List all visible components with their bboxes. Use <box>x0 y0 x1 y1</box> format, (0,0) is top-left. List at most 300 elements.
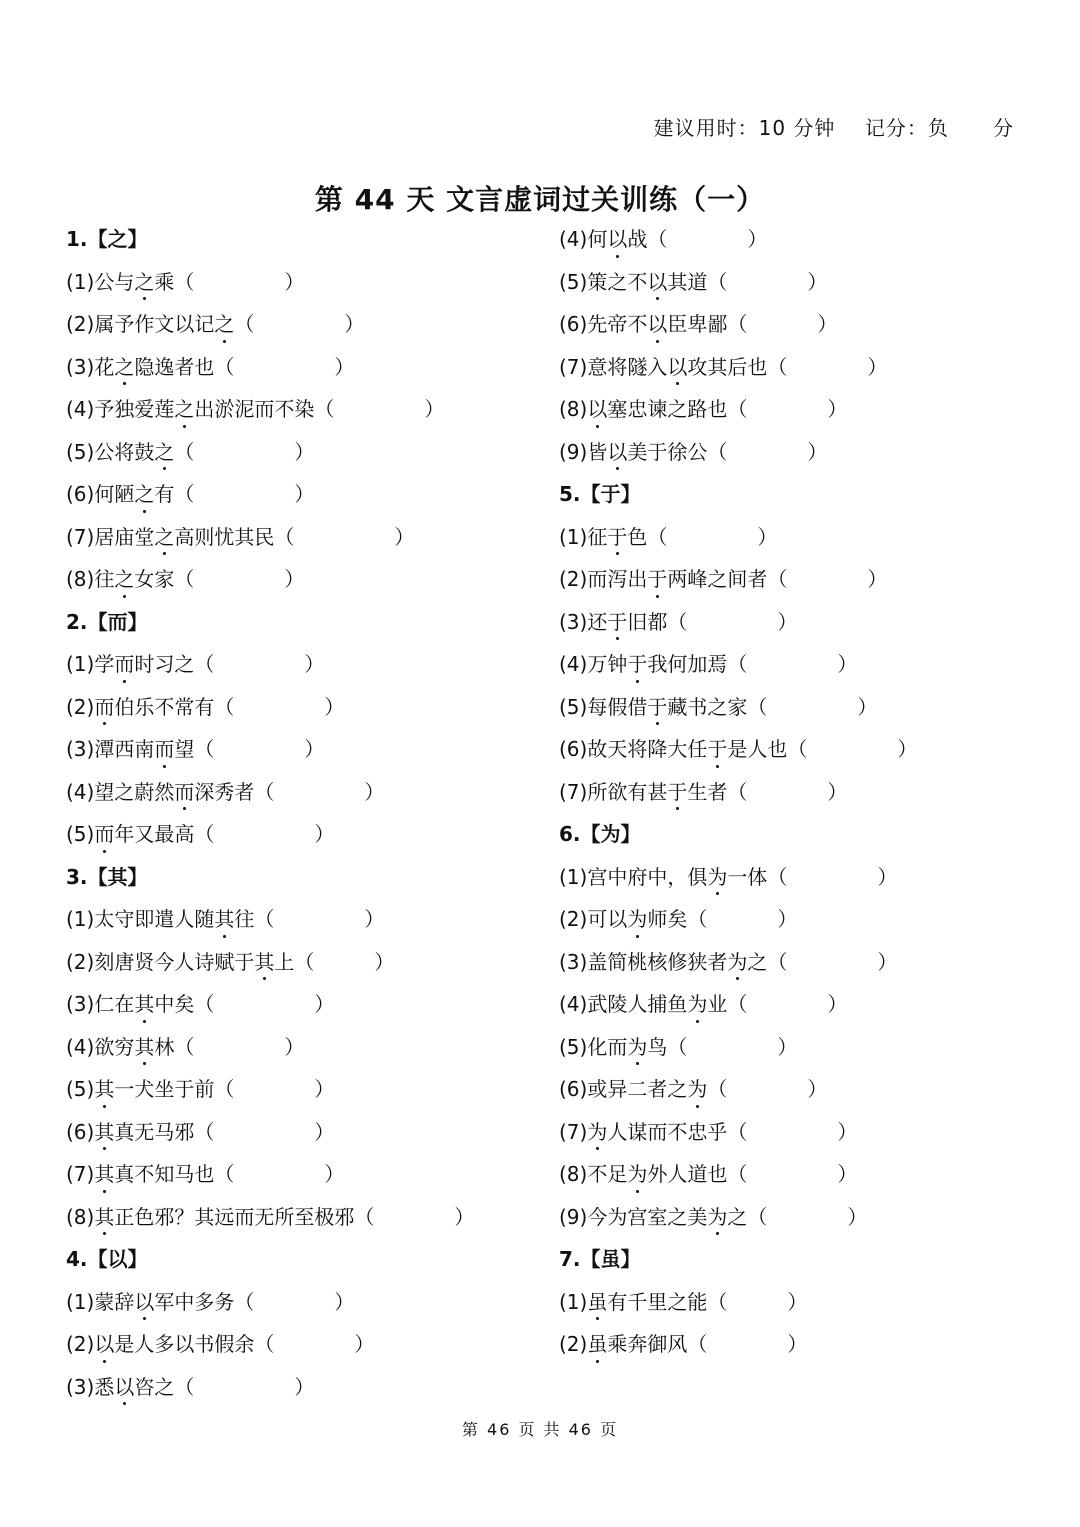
item-text-before: 居庙堂 <box>94 524 155 549</box>
item-text-after: 年又最高 <box>114 822 195 846</box>
item-number: (1) <box>66 269 95 294</box>
emphasis-marker: 虽 <box>587 1323 607 1366</box>
close-paren: ） <box>757 524 778 549</box>
item-text-before: 欲穷 <box>94 1034 135 1059</box>
close-paren: ） <box>777 609 798 634</box>
item-text-after: 鸟 <box>647 1034 668 1059</box>
item-number: (7) <box>559 1119 588 1144</box>
item-text-after: 攻其后也 <box>687 354 768 379</box>
emphasis-marker: 虽 <box>587 1281 607 1324</box>
close-paren: ） <box>324 694 345 719</box>
item-text-before: 不足 <box>587 1162 628 1186</box>
item-number: (2) <box>66 694 95 719</box>
emphasis-marker: 而 <box>94 686 114 729</box>
item-number: (7) <box>66 1162 95 1186</box>
exercise-item <box>66 898 546 941</box>
item-number: (1) <box>66 652 95 676</box>
item-text-after: 外人道也 <box>647 1162 728 1186</box>
close-paren: ） <box>284 1034 305 1059</box>
item-number: (4) <box>66 1034 95 1059</box>
open-paren: （ <box>767 354 788 379</box>
close-paren: ） <box>304 737 325 761</box>
emphasis-marker: 为 <box>587 1111 607 1154</box>
item-text-after: 伯乐不常有 <box>114 694 215 719</box>
open-paren: （ <box>174 567 195 591</box>
open-paren: （ <box>194 737 215 761</box>
close-paren: ） <box>897 737 918 761</box>
close-paren: ） <box>827 779 848 804</box>
item-number: (2) <box>559 907 588 931</box>
emphasis-marker: 之 <box>134 473 154 516</box>
open-paren: （ <box>727 312 748 336</box>
item-text-after: 其道 <box>667 269 708 294</box>
open-paren: （ <box>727 1162 748 1186</box>
exercise-item <box>559 898 1039 941</box>
item-text-before: 公将鼓 <box>94 439 155 464</box>
item-number: (4) <box>66 779 95 804</box>
open-paren: （ <box>727 1119 748 1144</box>
open-paren: （ <box>254 907 275 931</box>
item-text-before: 武陵人捕鱼 <box>587 992 688 1016</box>
item-number: (5) <box>559 694 588 719</box>
open-paren: （ <box>767 949 788 974</box>
exercise-item <box>66 1281 546 1324</box>
item-text-after: 出淤泥而不染 <box>194 397 315 421</box>
item-text-after: 高则忧其民 <box>174 524 275 549</box>
open-paren: （ <box>667 609 688 634</box>
item-text-before: 何 <box>587 227 608 251</box>
open-paren: （ <box>647 227 668 251</box>
item-text-before: 策之不 <box>587 269 648 294</box>
exercise-item <box>66 346 546 389</box>
emphasis-marker: 而 <box>154 728 174 771</box>
exercise-item <box>66 473 546 516</box>
item-text-after: 一犬坐于前 <box>114 1077 215 1101</box>
item-number: (5) <box>559 269 588 294</box>
close-paren: ） <box>807 439 828 464</box>
item-text-after: 一体 <box>727 864 768 889</box>
close-paren: ） <box>314 1119 335 1144</box>
close-paren: ） <box>394 524 415 549</box>
item-number: (2) <box>559 567 588 591</box>
item-text-before: 予独爱莲 <box>94 397 175 421</box>
item-number: (2) <box>66 949 95 974</box>
exercise-item <box>559 1196 1039 1239</box>
exercise-item <box>559 1111 1039 1154</box>
close-paren: ） <box>837 1119 858 1144</box>
close-paren: ） <box>424 397 445 421</box>
close-paren: ） <box>837 652 858 676</box>
item-text-before: 或异二者之 <box>587 1077 688 1101</box>
item-text-before: 仁在 <box>94 992 135 1016</box>
right-column <box>559 218 1039 1366</box>
item-number: (6) <box>66 1119 95 1144</box>
open-paren: （ <box>174 269 195 294</box>
item-number: (6) <box>559 1077 588 1101</box>
exercise-item <box>66 303 546 346</box>
emphasis-marker: 为 <box>627 1026 647 1069</box>
close-paren: ） <box>827 397 848 421</box>
item-number: (8) <box>559 1162 588 1186</box>
open-paren: （ <box>214 694 235 719</box>
item-number: (1) <box>559 1289 588 1314</box>
close-paren: ） <box>877 949 898 974</box>
exercise-item <box>559 856 1039 899</box>
emphasis-marker: 其 <box>94 1153 114 1196</box>
open-paren: （ <box>687 907 708 931</box>
exercise-item <box>559 218 1039 261</box>
item-number: (2) <box>559 1332 588 1356</box>
exercise-item <box>559 388 1039 431</box>
exercise-item <box>66 983 546 1026</box>
emphasis-marker: 之 <box>114 558 134 601</box>
item-text-before: 所欲有甚 <box>587 779 668 804</box>
exercise-item <box>559 1068 1039 1111</box>
open-paren: （ <box>707 1289 728 1314</box>
page-footer: 第 46 页 共 46 页 <box>461 1420 619 1439</box>
item-text-before: 太守即遣人随 <box>94 907 215 931</box>
emphasis-marker: 以 <box>94 1323 114 1366</box>
close-paren: ） <box>787 1332 808 1356</box>
item-text-after: 塞忠谏之路也 <box>607 397 728 421</box>
close-paren: ） <box>807 1077 828 1101</box>
close-paren: ） <box>747 227 768 251</box>
exercise-item <box>66 1323 546 1366</box>
item-text-before: 悉 <box>94 1374 115 1399</box>
exercise-item <box>559 1153 1039 1196</box>
open-paren: （ <box>214 1077 235 1101</box>
item-text-after: 是人多以书假余 <box>114 1332 255 1356</box>
item-text-before: 可以 <box>587 907 628 931</box>
close-paren: ） <box>827 992 848 1016</box>
item-text-after: 我何加焉 <box>647 652 728 676</box>
item-text-before: 而泻出 <box>587 567 648 591</box>
item-text-before: 往 <box>94 567 115 591</box>
suggested-time-label: 建议用时： <box>653 116 759 140</box>
close-paren: ） <box>334 1289 355 1314</box>
item-number: (6) <box>559 737 588 761</box>
emphasis-marker: 于 <box>707 728 727 771</box>
exercise-item <box>559 686 1039 729</box>
emphasis-marker: 以 <box>134 1281 154 1324</box>
close-paren: ） <box>354 1332 375 1356</box>
item-text-after: 有千里之能 <box>607 1289 708 1314</box>
item-text-before: 万钟 <box>587 652 628 676</box>
item-text-after: 林 <box>154 1034 175 1059</box>
open-paren: （ <box>194 822 215 846</box>
item-number: (1) <box>559 864 588 889</box>
emphasis-marker: 其 <box>134 1026 154 1069</box>
open-paren: （ <box>647 524 668 549</box>
item-number: (1) <box>66 1289 95 1314</box>
open-paren: （ <box>254 1332 275 1356</box>
item-text-before: 属予作文以记 <box>94 312 215 336</box>
item-number: (3) <box>66 1374 95 1399</box>
exercise-item <box>559 303 1039 346</box>
section-heading: 2.【而】 <box>66 609 148 634</box>
close-paren: ） <box>847 1204 868 1229</box>
item-number: (5) <box>66 822 95 846</box>
exercise-item <box>66 813 546 856</box>
exercise-item <box>66 771 546 814</box>
close-paren: ） <box>294 482 315 506</box>
item-text-after: 真无马邪 <box>114 1119 195 1144</box>
close-paren: ） <box>867 567 888 591</box>
open-paren: （ <box>294 949 315 974</box>
item-text-before: 化而 <box>587 1034 628 1059</box>
emphasis-marker: 以 <box>667 346 687 389</box>
emphasis-marker: 其 <box>94 1196 114 1239</box>
section-heading: 5.【于】 <box>559 482 641 506</box>
close-paren: ） <box>314 992 335 1016</box>
emphasis-marker: 其 <box>94 1068 114 1111</box>
item-text-before: 盖简桃核修狭者 <box>587 949 728 974</box>
score-label: 记分：负 <box>864 116 949 140</box>
emphasis-marker: 其 <box>254 941 274 984</box>
emphasis-marker: 以 <box>647 261 667 304</box>
item-text-after: 时习之 <box>134 652 195 676</box>
open-paren: （ <box>747 1204 768 1229</box>
page-title: 第 44 天 文言虚词过关训练（一） <box>314 183 766 216</box>
emphasis-marker: 为 <box>627 898 647 941</box>
item-text-before: 潭西南 <box>94 737 155 761</box>
exercise-item <box>559 941 1039 984</box>
emphasis-marker: 其 <box>94 1111 114 1154</box>
exercise-item <box>66 261 546 304</box>
item-text-after: 乘 <box>154 269 175 294</box>
item-text-after: 之 <box>727 1204 748 1229</box>
exercise-item <box>66 1366 546 1409</box>
item-number: (5) <box>559 1034 588 1059</box>
exercise-item <box>66 941 546 984</box>
close-paren: ） <box>294 439 315 464</box>
emphasis-marker: 之 <box>174 388 194 431</box>
close-paren: ） <box>867 354 888 379</box>
open-paren: （ <box>767 864 788 889</box>
open-paren: （ <box>727 992 748 1016</box>
item-text-before: 学 <box>94 652 115 676</box>
exercise-item <box>559 516 1039 559</box>
close-paren: ） <box>877 864 898 889</box>
item-number: (5) <box>66 439 95 464</box>
exercise-item <box>66 558 546 601</box>
item-number: (7) <box>559 354 588 379</box>
emphasis-marker: 之 <box>154 431 174 474</box>
exercise-item <box>559 431 1039 474</box>
open-paren: （ <box>707 1077 728 1101</box>
open-paren: （ <box>194 652 215 676</box>
item-text-before: 皆 <box>587 439 608 464</box>
item-text-after: 色 <box>627 524 648 549</box>
close-paren: ） <box>334 354 355 379</box>
item-number: (6) <box>559 312 588 336</box>
close-paren: ） <box>857 694 878 719</box>
close-paren: ） <box>454 1204 475 1229</box>
emphasis-marker: 为 <box>627 1153 647 1196</box>
item-number: (5) <box>66 1077 95 1101</box>
section-heading: 4.【以】 <box>66 1247 148 1271</box>
emphasis-marker: 为 <box>707 856 727 899</box>
open-paren: （ <box>214 354 235 379</box>
open-paren: （ <box>707 439 728 464</box>
item-text-after: 美于徐公 <box>627 439 708 464</box>
open-paren: （ <box>274 524 295 549</box>
item-number: (4) <box>66 397 95 421</box>
item-text-after: 上 <box>274 949 295 974</box>
emphasis-marker: 于 <box>667 771 687 814</box>
item-text-after: 深秀者 <box>194 779 255 804</box>
open-paren: （ <box>234 1289 255 1314</box>
emphasis-marker: 以 <box>607 218 627 261</box>
emphasis-marker: 于 <box>607 601 627 644</box>
item-text-after: 藏书之家 <box>667 694 748 719</box>
item-text-before: 意将隧入 <box>587 354 668 379</box>
item-text-before: 还 <box>587 609 608 634</box>
item-number: (9) <box>559 439 588 464</box>
exercise-item <box>66 1153 546 1196</box>
item-text-after: 战 <box>627 227 648 251</box>
open-paren: （ <box>687 1332 708 1356</box>
emphasis-marker: 为 <box>707 1196 727 1239</box>
emphasis-marker: 之 <box>114 346 134 389</box>
item-text-before: 宫中府中，俱 <box>587 864 708 889</box>
section-heading: 1.【之】 <box>66 227 148 251</box>
close-paren: ） <box>837 1162 858 1186</box>
close-paren: ） <box>294 1374 315 1399</box>
close-paren: ） <box>817 312 838 336</box>
open-paren: （ <box>747 694 768 719</box>
close-paren: ） <box>374 949 395 974</box>
item-text-after: 往 <box>234 907 255 931</box>
item-text-after: 真不知马也 <box>114 1162 215 1186</box>
open-paren: （ <box>214 1162 235 1186</box>
emphasis-marker: 以 <box>647 303 667 346</box>
header-meta <box>654 112 1014 141</box>
item-number: (4) <box>559 652 588 676</box>
item-number: (7) <box>559 779 588 804</box>
close-paren: ） <box>777 907 798 931</box>
item-text-after: 咨之 <box>134 1374 175 1399</box>
item-number: (8) <box>66 1204 95 1229</box>
emphasis-marker: 于 <box>647 686 667 729</box>
item-text-after: 臣卑鄙 <box>667 312 728 336</box>
item-text-before: 公与 <box>94 269 135 294</box>
item-text-after: 两峰之间者 <box>667 567 768 591</box>
exercise-item <box>66 1111 546 1154</box>
open-paren: （ <box>174 1374 195 1399</box>
exercise-item <box>559 728 1039 771</box>
item-number: (3) <box>66 992 95 1016</box>
item-number: (4) <box>559 227 588 251</box>
item-number: (2) <box>66 1332 95 1356</box>
emphasis-marker: 于 <box>627 643 647 686</box>
exercise-item <box>559 346 1039 389</box>
item-text-after: 师矣 <box>647 907 688 931</box>
open-paren: （ <box>234 312 255 336</box>
exercise-item <box>559 771 1039 814</box>
emphasis-marker: 其 <box>214 898 234 941</box>
open-paren: （ <box>194 992 215 1016</box>
item-text-after: 军中多务 <box>154 1289 235 1314</box>
item-number: (1) <box>66 907 95 931</box>
item-number: (3) <box>66 737 95 761</box>
item-text-before: 先帝不 <box>587 312 648 336</box>
emphasis-marker: 为 <box>687 1068 707 1111</box>
exercise-item <box>66 728 546 771</box>
item-number: (3) <box>66 354 95 379</box>
exercise-item <box>66 1068 546 1111</box>
exercise-item <box>66 431 546 474</box>
close-paren: ） <box>364 907 385 931</box>
item-text-before: 望之蔚然 <box>94 779 175 804</box>
item-text-after: 人谋而不忠乎 <box>607 1119 728 1144</box>
item-text-after: 隐逸者也 <box>134 354 215 379</box>
open-paren: （ <box>667 1034 688 1059</box>
exercise-item <box>66 643 546 686</box>
exercise-item <box>66 1026 546 1069</box>
item-text-before: 征 <box>587 524 608 549</box>
exercise-item <box>559 601 1039 644</box>
item-text-after: 之 <box>747 949 768 974</box>
close-paren: ） <box>324 1162 345 1186</box>
open-paren: （ <box>787 737 808 761</box>
close-paren: ） <box>364 779 385 804</box>
item-text-after: 中矣 <box>154 992 195 1016</box>
exercise-item <box>559 558 1039 601</box>
emphasis-marker: 而 <box>94 813 114 856</box>
emphasis-marker: 而 <box>174 771 194 814</box>
open-paren: （ <box>354 1204 375 1229</box>
item-number: (8) <box>559 397 588 421</box>
emphasis-marker: 之 <box>214 303 234 346</box>
open-paren: （ <box>727 779 748 804</box>
item-text-before: 蒙辞 <box>94 1289 135 1314</box>
item-text-after: 正色邪？其远而无所至极邪 <box>114 1204 355 1229</box>
exercise-item <box>559 1026 1039 1069</box>
item-text-after: 女家 <box>134 567 175 591</box>
emphasis-marker: 为 <box>687 983 707 1026</box>
exercise-item <box>559 983 1039 1026</box>
close-paren: ） <box>314 1077 335 1101</box>
close-paren: ） <box>807 269 828 294</box>
exercise-item <box>66 516 546 559</box>
left-column <box>66 218 546 1408</box>
emphasis-marker: 之 <box>154 516 174 559</box>
close-paren: ） <box>304 652 325 676</box>
item-text-after: 是人也 <box>727 737 788 761</box>
open-paren: （ <box>707 269 728 294</box>
emphasis-marker: 而 <box>114 643 134 686</box>
item-text-after: 望 <box>174 737 195 761</box>
open-paren: （ <box>174 482 195 506</box>
close-paren: ） <box>314 822 335 846</box>
emphasis-marker: 其 <box>134 983 154 1026</box>
emphasis-marker: 于 <box>607 516 627 559</box>
item-text-before: 刻唐贤今人诗赋于 <box>94 949 255 974</box>
exercise-item <box>66 388 546 431</box>
item-number: (2) <box>66 312 95 336</box>
item-text-before: 每假借 <box>587 694 648 719</box>
item-number: (4) <box>559 992 588 1016</box>
exercise-item <box>559 1323 1039 1366</box>
open-paren: （ <box>314 397 335 421</box>
close-paren: ） <box>284 567 305 591</box>
exercise-item <box>559 643 1039 686</box>
open-paren: （ <box>254 779 275 804</box>
score-unit: 分 <box>993 116 1014 140</box>
emphasis-marker: 为 <box>727 941 747 984</box>
item-number: (1) <box>559 524 588 549</box>
